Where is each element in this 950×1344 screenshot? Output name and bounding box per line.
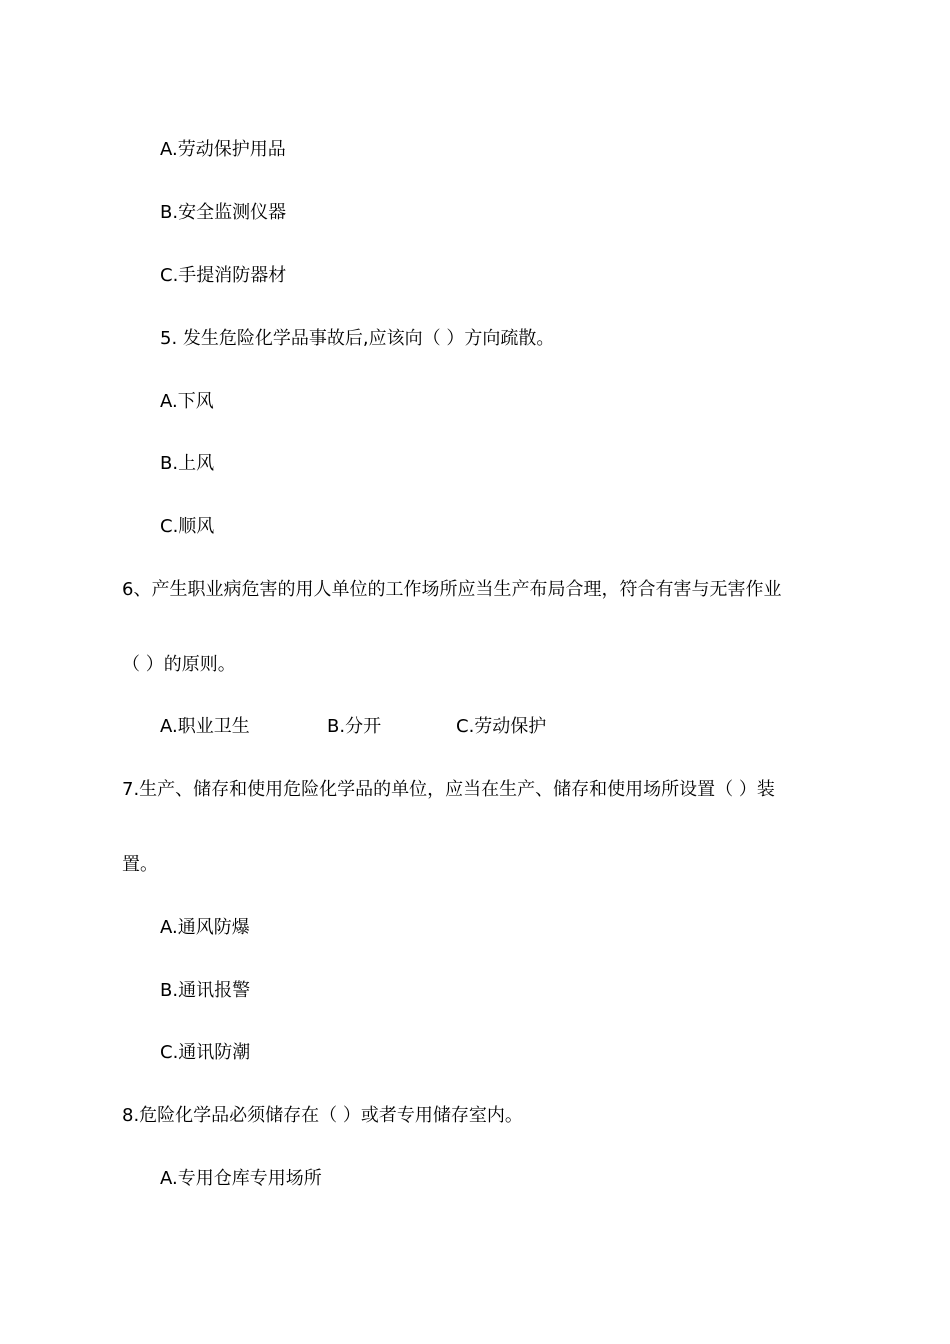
- q6-option-c: C.劳动保护: [456, 716, 547, 737]
- q7-option-c: C.通讯防潮: [160, 1042, 251, 1063]
- q5-option-b: B.上风: [160, 453, 215, 474]
- q8-stem: 8.危险化学品必须储存在（ ）或者专用储存室内。: [122, 1105, 523, 1126]
- q4-option-c: C.手提消防器材: [160, 265, 287, 286]
- q6-stem-line1: 6、产生职业病危害的用人单位的工作场所应当生产布局合理，符合有害与无害作业: [122, 579, 782, 600]
- q4-option-b: B.安全监测仪器: [160, 202, 287, 223]
- q4-option-a: A.劳动保护用品: [160, 139, 286, 160]
- q6-option-b: B.分开: [327, 716, 382, 737]
- q7-stem-line2: 置。: [122, 854, 158, 875]
- q5-stem: 5. 发生危险化学品事故后,应该向（ ）方向疏散。: [160, 328, 555, 349]
- q7-option-a: A.通风防爆: [160, 917, 250, 938]
- q5-option-a: A.下风: [160, 391, 214, 412]
- q7-stem-line1: 7.生产、储存和使用危险化学品的单位，应当在生产、储存和使用场所设置（ ）装: [122, 779, 775, 800]
- q5-option-c: C.顺风: [160, 516, 215, 537]
- q7-option-b: B.通讯报警: [160, 980, 251, 1001]
- q8-option-a: A.专用仓库专用场所: [160, 1168, 322, 1189]
- q6-stem-line2: （ ）的原则。: [122, 654, 236, 675]
- q6-option-a: A.职业卫生: [160, 716, 250, 737]
